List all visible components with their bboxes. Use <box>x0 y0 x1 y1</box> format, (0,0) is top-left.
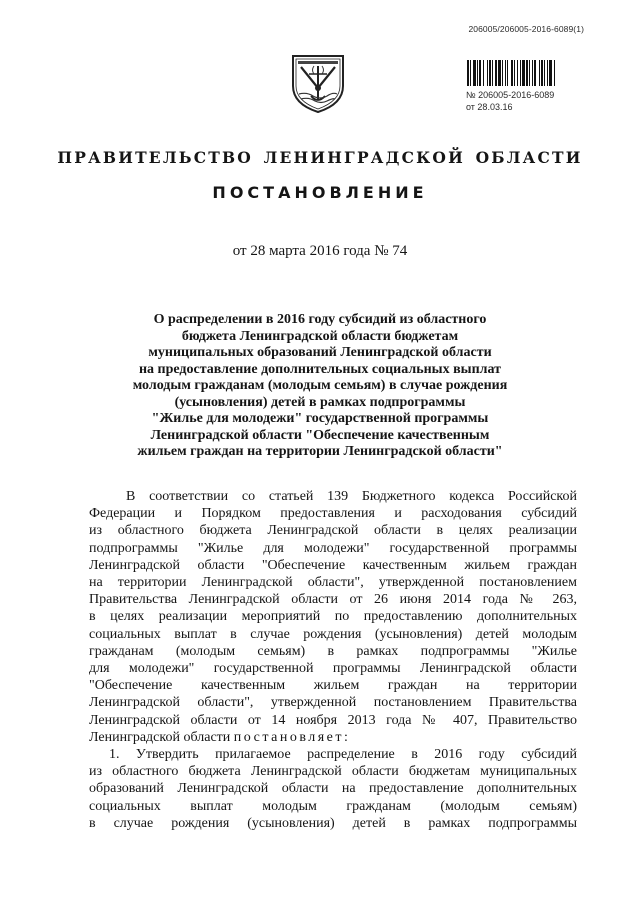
government-title: ПРАВИТЕЛЬСТВО ЛЕНИНГРАДСКОЙ ОБЛАСТИ <box>57 148 583 167</box>
registration-date: от 28.03.16 <box>466 102 513 112</box>
body-line: для молодежи" государственной программы Ленинградской области <box>89 661 577 677</box>
subject-line: Ленинградской области "Обеспечение качественным <box>150 427 490 443</box>
body-line: Федерации и Порядком предоставления и расходования субсидий <box>89 506 577 522</box>
subject-line: муниципальных образований Ленинградской области <box>148 345 492 360</box>
subject-line: (усыновления) детей в рамках подпрограммы <box>174 394 466 410</box>
body-line: социальных выплат молодым гражданам (молодым семьям) <box>89 798 577 814</box>
body-text <box>89 488 577 832</box>
coat-of-arms-icon <box>289 52 347 114</box>
body-line <box>89 729 577 746</box>
body-line: из областного бюджета Ленинградской области бюджетам муниципальных <box>89 764 577 780</box>
body-line: Ленинградской области от 14 ноября 2013 года № 407, Правительство <box>89 712 577 728</box>
document-type: ПОСТАНОВЛЕНИЕ <box>212 183 428 202</box>
body-line: социальных выплат в случае рождения (усыновления) детей молодым <box>89 626 577 642</box>
subject-line: О распределении в 2016 году субсидий из областного <box>153 312 487 327</box>
resolution-word: постановляет: <box>233 729 351 745</box>
body-line: на территории Ленинградской области", утвержденной постановлением <box>89 575 577 591</box>
body-line: из областного бюджета Ленинградской области в целях реализации <box>89 523 577 539</box>
body-line: в целях реализации мероприятий по предоставлению дополнительных <box>89 609 577 625</box>
body-line-part: Ленинградской области <box>89 729 234 745</box>
body-line: подпрограммы "Жилье для молодежи" государственной программы <box>89 540 577 556</box>
body-line: в случае рождения (усыновления) детей в рамках подпрограммы <box>89 815 577 831</box>
barcode-icon <box>466 60 600 86</box>
document-id: 206005/206005-2016-6089(1) <box>468 24 584 34</box>
body-line: гражданам (молодым семьям) в рамках подпрограммы "Жилье <box>89 643 577 659</box>
subject-line: молодым гражданам (молодым семьям) в случае рождения <box>132 378 508 393</box>
body-line: Ленинградской области "Обеспечение качественным жильем граждан <box>89 557 577 573</box>
body-line: "Обеспечение качественным жильем граждан на территории <box>89 678 577 694</box>
body-line: 1. Утвердить прилагаемое распределение в 2016 году субсидий <box>109 747 577 763</box>
registration-number: № 206005-2016-6089 <box>466 90 555 100</box>
body-line: образований Ленинградской области на предоставление дополнительных <box>89 781 577 797</box>
subject-line: жильем граждан на территории Ленинградской области" <box>137 444 503 459</box>
registration-block <box>466 60 600 113</box>
body-line: Ленинградской области", утвержденной постановлением Правительства <box>89 695 577 711</box>
subject-line: бюджета Ленинградской области бюджетам <box>181 328 459 344</box>
document-date: от 28 марта 2016 года № 74 <box>232 243 408 259</box>
body-line: В соответствии со статьей 139 Бюджетного кодекса Российской <box>126 489 577 504</box>
subject-line: на предоставление дополнительных социальных выплат <box>138 361 502 377</box>
subject-line: "Жилье для молодежи" государственной программы <box>151 411 489 426</box>
document-subject <box>100 312 540 461</box>
body-line: Правительства Ленинградской области от 26 июня 2014 года № 263, <box>89 592 577 608</box>
